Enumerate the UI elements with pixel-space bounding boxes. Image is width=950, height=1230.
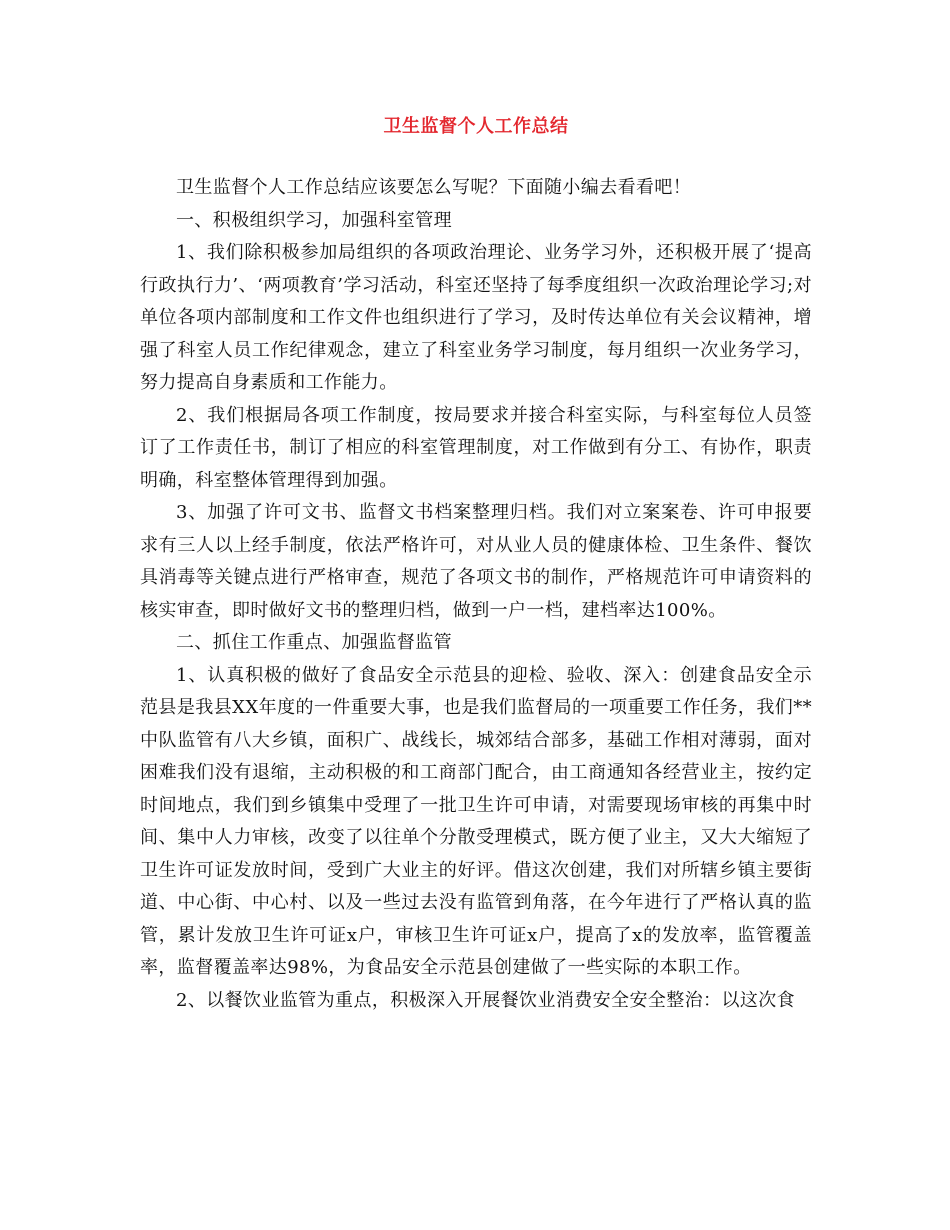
document-page: [140, 110, 812, 1017]
paragraph: 3、加强了许可文书、监督文书档案整理归档。我们对立案案卷、许可申报要求有三人以上经手制度，依法严格许可，对从业人员的健康体检、卫生条件、餐饮具消毒等关键点进行严格审查，规范了各项文书的制作，严格规范许可申请资料的核实审查，即时做好文书的整理归档，做到一户一档，建档率达100%。: [140, 502, 812, 621]
section-heading-1: 一、积极组织学习，加强科室管理: [176, 209, 452, 231]
paragraph: 1、我们除积极参加局组织的各项政治理论、业务学习外，还积极开展了‘提高行政执行力’、‘两项教育’学习活动，科室还坚持了每季度组织一次政治理论学习;对单位各项内部制度和工作文件也组织进行了学习，及时传达单位有关会议精神，增强了科室人员工作纪律观念，建立了科室业务学习制度，每月组织一次业务学习，努力提高自身素质和工作能力。: [140, 242, 812, 393]
paragraph: 2、以餐饮业监管为重点，积极深入开展餐饮业消费安全安全整治：以这次食: [176, 989, 796, 1011]
intro-paragraph: 卫生监督个人工作总结应该要怎么写呢？下面随小编去看看吧！: [176, 177, 692, 198]
section-heading-2: 二、抓住工作重点、加强监督监管: [176, 632, 452, 653]
document-title: 卫生监督个人工作总结: [383, 116, 569, 137]
paragraph: 2、我们根据局各项工作制度，按局要求并接合科室实际，与科室每位人员签订了工作责任书，制订了相应的科室管理制度，对工作做到有分工、有协作，职责明确，科室整体管理得到加强。: [140, 404, 812, 491]
paragraph: 1、认真积极的做好了食品安全示范县的迎检、验收、深入：创建食品安全示范县是我县XX年度的一件重要大事，也是我们监督局的一项重要工作任务，我们**中队监管有八大乡镇，面积广、战线长，城郊结合部多，基础工作相对薄弱，面对困难我们没有退缩，主动积极的和工商部门配合，由工商通知各经营业主，按约定时间地点，我们到乡镇集中受理了一批卫生许可申请，对需要现场审核的再集中时间、集中人力审核，改变了以往单个分散受理模式，既方便了业主，又大大缩短了卫生许可证发放时间，受到广大业主的好评。借这次创建，我们对所辖乡镇主要街道、中心街、中心村、以及一些过去没有监管到角落，在今年进行了严格认真的监管，累计发放卫生许可证x户，审核卫生许可证x户，提高了x的发放率，监管覆盖率，监督覆盖率达98%，为食品安全示范县创建做了一些实际的本职工作。: [140, 664, 812, 978]
